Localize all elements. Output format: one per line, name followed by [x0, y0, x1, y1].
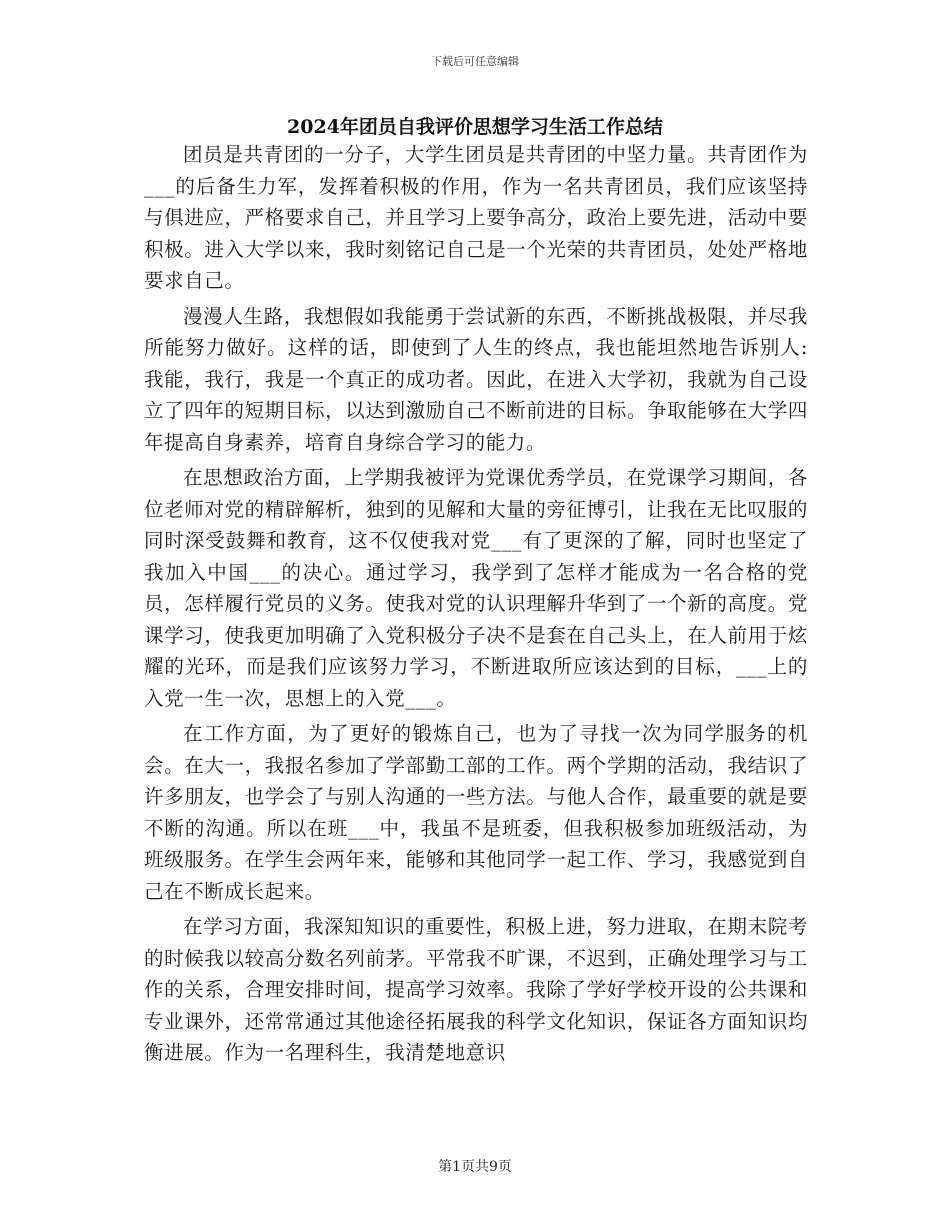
paragraph-1: 团员是共青团的一分子，大学生团员是共青团的中坚力量。共青团作为___的后备生力军，发挥着积极的作用，作为一名共青团员，我们应该坚持与俱进应，严格要求自己，并且学习上要争高分，政治上要先进，活动中要积极。进入大学以来，我时刻铭记自己是一个光荣的共青团员，处处严格地要求自己。 [144, 143, 808, 292]
header-note: 下载后可任意编辑 [431, 55, 519, 68]
paragraph-4: 在工作方面，为了更好的锻炼自己，也为了寻找一次为同学服务的机会。在大一，我报名参加了学部勤工部的工作。两个学期的活动，我结识了许多朋友，也学会了与别人沟通的一些方法。与他人合作，最重要的就是要不断的沟通。所以在班___中，我虽不是班委，但我积极参加班级活动，为班级服务。在学生会两年来，能够和其他同学一起工作、学习，我感觉到自己在不断成长起来。 [144, 722, 808, 903]
document-body [144, 139, 808, 1069]
page-number: 第1页共9页 [438, 1159, 512, 1175]
paragraph-3: 在思想政治方面，上学期我被评为党课优秀学员，在党课学习期间，各位老师对党的精辟解析，独到的见解和大量的旁征博引，让我在无比叹服的同时深受鼓舞和教育，这不仅使我对党___有了更深的了解，同时也坚定了我加入中国___的决心。通过学习，我学到了怎样才能成为一名合格的党员，怎样履行党员的义务。使我对党的认识理解升华到了一个新的高度。党课学习，使我更加明确了入党积极分子决不是套在自己头上，在人前用于炫耀的光环，而是我们应该努力学习，不断进取所应该达到的目标，___上的入党一生一次，思想上的入党___。 [144, 466, 808, 710]
document-title: 2024年团员自我评价思想学习生活工作总结 [287, 116, 663, 138]
paragraph-2: 漫漫人生路，我想假如我能勇于尝试新的东西，不断挑战极限，并尽我所能努力做好。这样的话，即使到了人生的终点，我也能坦然地告诉别人:我能，我行，我是一个真正的成功者。因此，在进入大学初，我就为自己设立了四年的短期目标，以达到激励自己不断前进的目标。争取能够在大学四年提高自身素养，培育自身综合学习的能力。 [144, 304, 808, 454]
paragraph-5: 在学习方面，我深知知识的重要性，积极上进，努力进取，在期末院考的时候我以较高分数名列前茅。平常我不旷课，不迟到，正确处理学习与工作的关系，合理安排时间，提高学习效率。我除了学好学校开设的公共课和专业课外，还常常通过其他途径拓展我的科学文化知识，保证各方面知识均衡进展。作为一名理科生，我清楚地意识 [144, 915, 808, 1064]
